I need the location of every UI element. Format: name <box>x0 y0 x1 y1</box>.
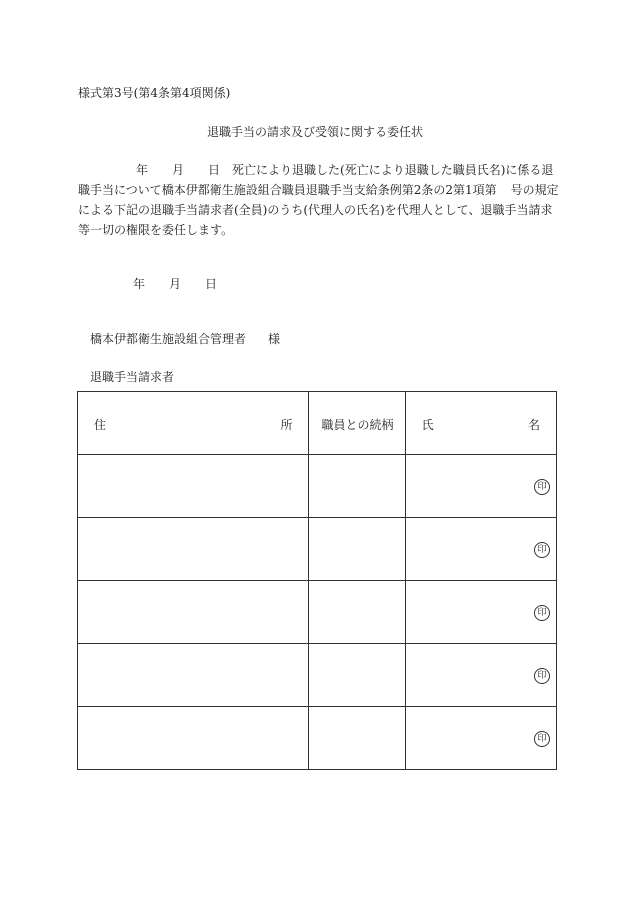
header-name <box>405 392 556 455</box>
body-paragraph <box>78 160 558 240</box>
claimant-label: 退職手当請求者 <box>90 370 175 384</box>
body-day-label: 日 <box>208 163 221 177</box>
name-cell[interactable] <box>405 644 556 707</box>
address-cell[interactable] <box>78 581 309 644</box>
body-line-2b: 号の規定 <box>510 183 559 197</box>
body-line-4: 等一切の権限を委任します。 <box>78 223 234 237</box>
header-relationship <box>309 392 405 455</box>
sign-day-label: 日 <box>205 277 218 291</box>
header-relationship-label: 職員との続柄 <box>321 418 394 432</box>
seal-mark: 印 <box>534 542 550 558</box>
table-row <box>78 518 557 581</box>
table-row <box>78 707 557 770</box>
name-cell[interactable] <box>405 581 556 644</box>
body-line-2 <box>78 180 558 200</box>
addressee-honorific: 様 <box>268 332 281 346</box>
table-row <box>78 581 557 644</box>
seal-mark: 印 <box>534 731 550 747</box>
name-cell[interactable] <box>405 707 556 770</box>
table-row <box>78 644 557 707</box>
sign-month-label: 月 <box>169 277 182 291</box>
relationship-cell[interactable] <box>309 518 405 581</box>
form-number: 様式第3号(第4条第4項関係) <box>78 86 231 100</box>
sign-year-label: 年 <box>133 277 146 291</box>
header-address-char-1: 住 <box>94 418 107 432</box>
signature-date <box>133 275 217 292</box>
relationship-cell[interactable] <box>309 707 405 770</box>
header-name-char-1: 氏 <box>421 418 434 432</box>
table-header-row <box>78 392 557 455</box>
addressee-name: 橋本伊都衛生施設組合管理者 <box>90 332 247 346</box>
document-title: 退職手当の請求及び受領に関する委任状 <box>206 125 423 139</box>
body-year-label: 年 <box>136 163 149 177</box>
address-cell[interactable] <box>78 455 309 518</box>
name-cell[interactable] <box>405 455 556 518</box>
relationship-cell[interactable] <box>309 581 405 644</box>
body-line-2a: 職手当について橋本伊都衛生施設組合職員退職手当支給条例第2条の2第1項第 <box>78 183 497 197</box>
header-name-char-2: 名 <box>527 418 540 432</box>
name-cell[interactable] <box>405 518 556 581</box>
body-line-3: による下記の退職手当請求者(全員)のうち(代理人の氏名)を代理人として、退職手当請求 <box>78 203 553 217</box>
header-address <box>78 392 309 455</box>
seal-mark: 印 <box>534 479 550 495</box>
address-cell[interactable] <box>78 644 309 707</box>
seal-mark: 印 <box>534 668 550 684</box>
relationship-cell[interactable] <box>309 455 405 518</box>
seal-mark: 印 <box>534 605 550 621</box>
body-line-1-text: 死亡により退職した(死亡により退職した職員氏名)に係る退 <box>232 163 554 177</box>
header-address-char-2: 所 <box>280 418 293 432</box>
claimant-table <box>77 391 557 770</box>
addressee <box>90 330 280 347</box>
body-line-1 <box>78 160 558 180</box>
body-month-label: 月 <box>172 163 185 177</box>
address-cell[interactable] <box>78 707 309 770</box>
table-row <box>78 455 557 518</box>
relationship-cell[interactable] <box>309 644 405 707</box>
address-cell[interactable] <box>78 518 309 581</box>
